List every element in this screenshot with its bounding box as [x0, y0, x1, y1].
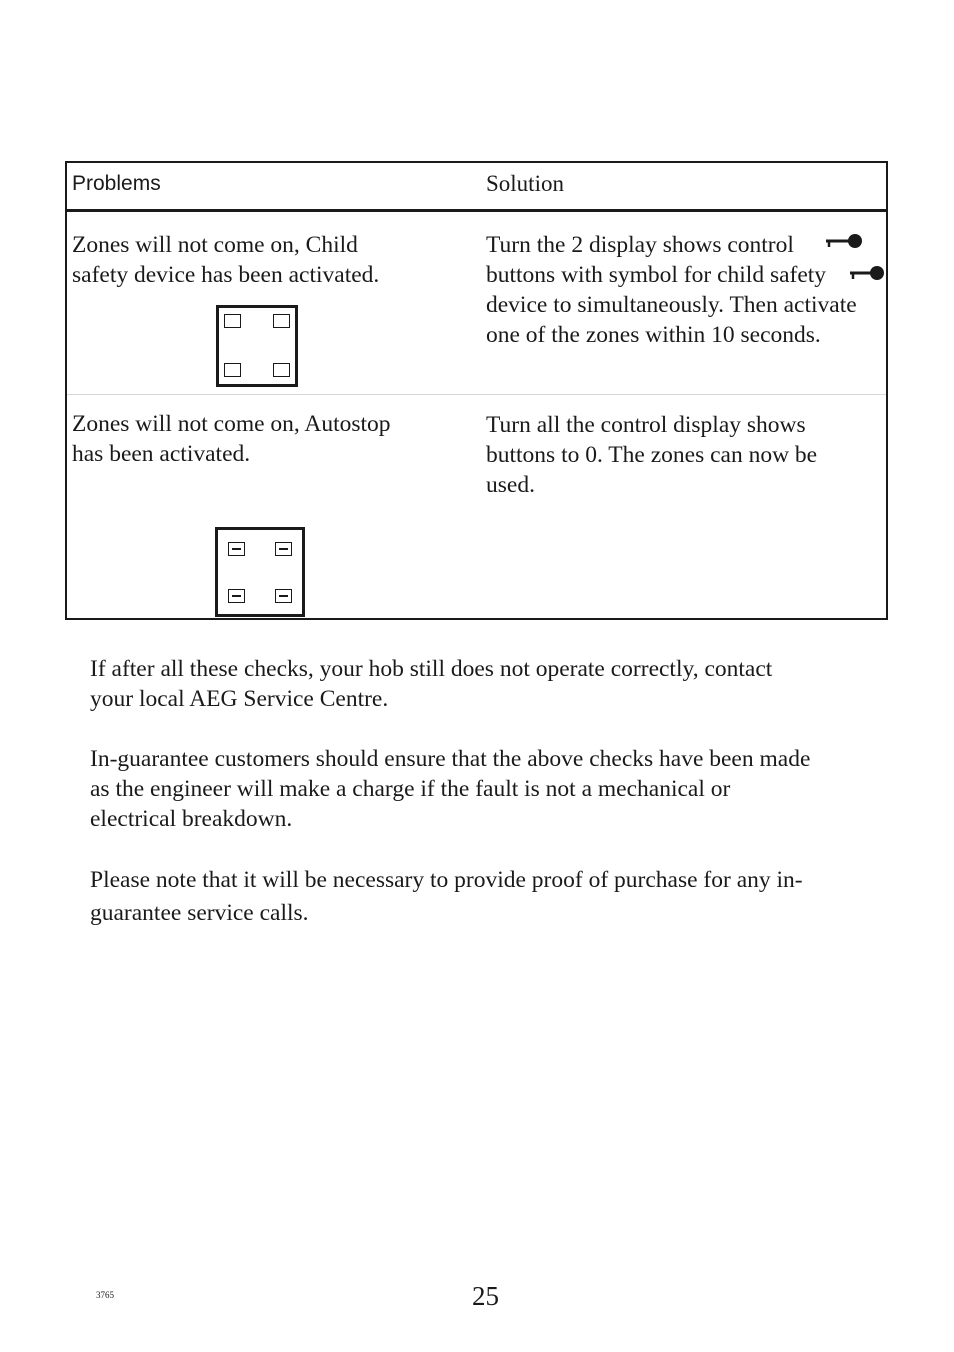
solution-line: Turn all the control display shows: [486, 412, 806, 438]
display-square-icon: [273, 363, 290, 377]
solution-line: one of the zones within 10 seconds.: [486, 322, 821, 348]
display-square-icon: [224, 363, 241, 377]
problem-line: has been activated.: [72, 441, 251, 467]
key-icon: [824, 233, 864, 249]
document-code: 3765: [96, 1290, 114, 1300]
paragraph-line: guarantee service calls.: [90, 900, 309, 926]
solution-line: device to simultaneously. Then activate: [486, 292, 857, 318]
page-number: 25: [472, 1281, 499, 1311]
solution-line: buttons to 0. The zones can now be: [486, 442, 818, 468]
problem-child-safety: [72, 230, 422, 290]
header-solution: Solution: [486, 171, 564, 196]
display-square-icon: [273, 314, 290, 328]
row-divider: [67, 394, 886, 395]
problem-autostop: [72, 409, 422, 469]
problem-line: safety device has been activated.: [72, 262, 380, 288]
paragraph-proof-of-purchase: [90, 864, 880, 930]
solution-line: used.: [486, 472, 535, 498]
paragraph-line: as the engineer will make a charge if the fault is not a mechanical or: [90, 776, 731, 802]
paragraph-line: If after all these checks, your hob still does not operate correctly, contact: [90, 656, 773, 682]
key-icon: [848, 265, 886, 281]
paragraph-line: Please note that it will be necessary to provide proof of purchase for any in-: [90, 867, 803, 893]
table-header: [67, 163, 886, 212]
paragraph-line: your local AEG Service Centre.: [90, 686, 389, 712]
display-panel-icon: [216, 305, 298, 387]
header-problems: Problems: [72, 172, 161, 195]
problem-line: Zones will not come on, Child: [72, 232, 358, 258]
paragraph-contact-service: [90, 654, 880, 714]
troubleshooting-table: [65, 161, 888, 620]
display-panel-icon: [215, 527, 305, 617]
minus-square-icon: [228, 542, 245, 556]
display-square-icon: [224, 314, 241, 328]
minus-square-icon: [228, 589, 245, 603]
solution-autostop: [486, 410, 886, 500]
solution-line: Turn the 2 display shows control: [486, 232, 794, 258]
minus-square-icon: [275, 542, 292, 556]
minus-square-icon: [275, 589, 292, 603]
problem-line: Zones will not come on, Autostop: [72, 411, 391, 437]
paragraph-in-guarantee: [90, 744, 880, 834]
solution-line: buttons with symbol for child safety: [486, 262, 827, 288]
paragraph-line: electrical breakdown.: [90, 806, 293, 832]
paragraph-line: In-guarantee customers should ensure that the above checks have been made: [90, 746, 811, 772]
